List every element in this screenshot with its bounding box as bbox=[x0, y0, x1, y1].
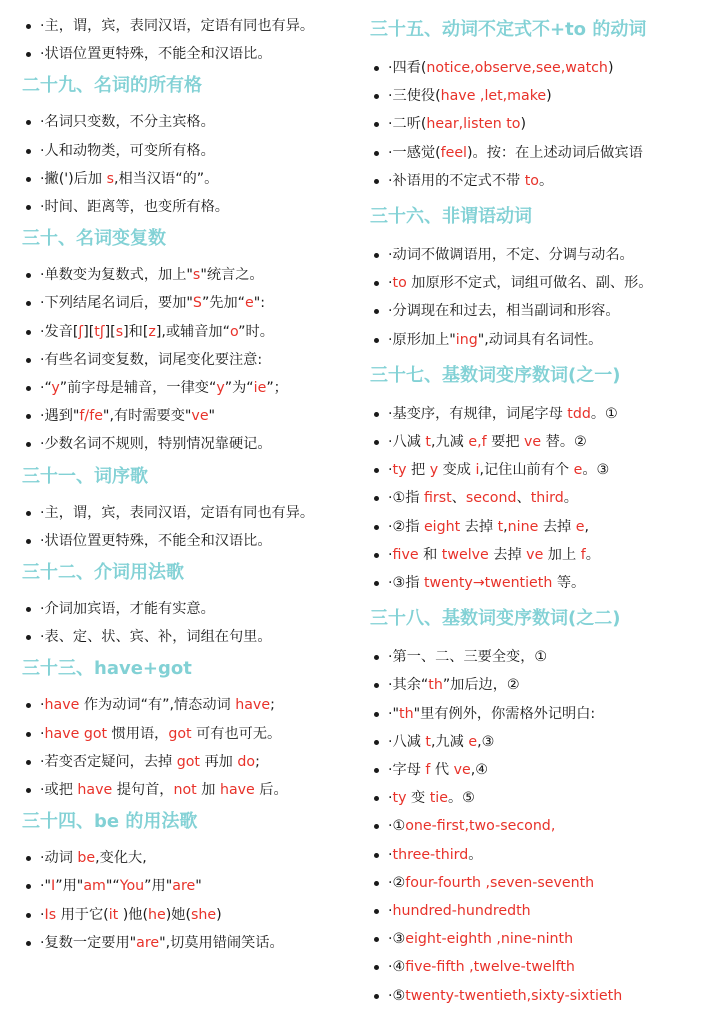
text-segment: ·状语位置更特殊，不能全和汉语比。 bbox=[40, 46, 272, 63]
highlight-text: am bbox=[83, 878, 106, 895]
text-segment: 变成 bbox=[438, 462, 476, 479]
text-segment: 再加 bbox=[199, 753, 238, 770]
text-segment: · bbox=[388, 790, 393, 807]
text-segment: "里有例外，你需格外记明白: bbox=[413, 705, 596, 722]
highlight-text: y bbox=[51, 380, 60, 397]
highlight-text: s bbox=[192, 267, 201, 284]
list-item bbox=[22, 901, 362, 929]
list-item bbox=[22, 776, 362, 804]
section-title: 二十九、名词的所有格 bbox=[22, 75, 202, 97]
section bbox=[22, 72, 362, 221]
highlight-text: e bbox=[573, 462, 583, 479]
text-segment: , bbox=[503, 518, 508, 535]
list-item bbox=[370, 728, 720, 756]
text-segment: 。 bbox=[538, 172, 554, 189]
highlight-text: th bbox=[399, 705, 414, 722]
highlight-text: S bbox=[192, 295, 202, 312]
highlight-text: e bbox=[245, 295, 254, 312]
text-segment: 去掉 bbox=[488, 546, 527, 563]
text-segment: )他( bbox=[118, 906, 148, 923]
text-segment: ",有时需要变" bbox=[102, 408, 192, 425]
list-item bbox=[370, 812, 720, 840]
list-item bbox=[370, 82, 720, 110]
text-segment: ·第一、二、三要全变，① bbox=[388, 649, 548, 666]
text-segment: 变 bbox=[406, 790, 430, 807]
text-segment: ·二听( bbox=[388, 116, 427, 133]
right-column bbox=[370, 16, 720, 1010]
list-item bbox=[370, 671, 720, 699]
highlight-text: s bbox=[106, 170, 114, 187]
text-segment: ·⑤ bbox=[388, 987, 406, 1004]
list-item bbox=[370, 484, 720, 512]
text-segment: ·" bbox=[388, 705, 400, 722]
highlight-text: f bbox=[580, 546, 586, 563]
text-segment: ·复数一定要用" bbox=[40, 934, 137, 951]
highlight-text: four-fourth ,seven-seventh bbox=[405, 874, 595, 891]
text-segment: ·主，谓，宾，表同汉语，定语有同也有异。 bbox=[40, 504, 315, 521]
text-segment: ][ bbox=[104, 323, 116, 340]
highlight-text: o bbox=[229, 323, 239, 340]
highlight-text: f/fe bbox=[79, 408, 103, 425]
highlight-text: got bbox=[176, 753, 200, 770]
text-segment: ·或把 bbox=[40, 782, 78, 799]
list-item bbox=[370, 326, 720, 354]
text-segment: ”加后边，② bbox=[442, 677, 520, 694]
highlight-text: eight bbox=[423, 518, 461, 535]
highlight-text: ʃ bbox=[78, 323, 84, 340]
list-item bbox=[370, 541, 720, 569]
text-segment: ”； bbox=[266, 380, 288, 397]
text-segment: ·三使役( bbox=[388, 88, 441, 105]
text-segment: ·补语用的不定式不带 bbox=[388, 172, 525, 189]
text-segment: ·八减 bbox=[388, 733, 426, 750]
text-segment: ) bbox=[607, 60, 614, 76]
text-segment: ·表、定、状、宾、补，词组在句里。 bbox=[40, 629, 272, 646]
highlight-text: have ,let,make bbox=[440, 88, 547, 105]
highlight-text: be bbox=[77, 850, 96, 867]
text-segment: ) bbox=[520, 116, 527, 133]
highlight-text: are bbox=[136, 934, 160, 951]
text-segment: ) bbox=[546, 88, 552, 105]
bullet-list bbox=[22, 691, 362, 804]
list-item bbox=[370, 841, 720, 869]
text-segment: ·③ bbox=[388, 931, 406, 948]
bullet-list bbox=[370, 241, 720, 354]
highlight-text: y bbox=[216, 380, 225, 397]
text-segment: ·①指 bbox=[388, 490, 424, 507]
text-segment: 去掉 bbox=[460, 518, 498, 535]
highlight-text: y bbox=[429, 462, 439, 479]
bullet-list bbox=[22, 844, 362, 957]
list-item bbox=[370, 241, 720, 269]
text-segment: ·八减 bbox=[388, 434, 426, 451]
highlight-text: have bbox=[77, 782, 113, 799]
highlight-text: have got bbox=[44, 725, 108, 742]
text-segment: · bbox=[388, 275, 393, 292]
text-segment: ·动词 bbox=[40, 850, 78, 867]
list-item bbox=[22, 872, 362, 900]
list-item bbox=[22, 595, 362, 623]
section-title: 三十二、介词用法歌 bbox=[22, 562, 184, 584]
list-item bbox=[370, 925, 720, 953]
text-segment: 可有也可无。 bbox=[191, 725, 282, 742]
text-segment: · bbox=[388, 546, 393, 563]
text-segment: 等。 bbox=[552, 575, 586, 592]
section-title: 三十四、be 的用法歌 bbox=[22, 811, 198, 833]
text-segment: 。 bbox=[468, 846, 483, 863]
bullet-list bbox=[22, 499, 362, 555]
highlight-text: f bbox=[425, 762, 431, 779]
text-segment: ·一感觉( bbox=[388, 144, 441, 161]
list-item bbox=[370, 456, 720, 484]
text-segment: ) bbox=[216, 906, 222, 923]
text-segment: ",动词具有名词性。 bbox=[477, 331, 603, 348]
bullet-list bbox=[370, 54, 720, 195]
text-segment: ·“ bbox=[40, 380, 52, 397]
list-item bbox=[370, 953, 720, 981]
list-item bbox=[370, 110, 720, 138]
highlight-text: feel bbox=[440, 144, 468, 161]
highlight-text: You bbox=[119, 878, 145, 895]
list-item bbox=[22, 346, 362, 374]
text-segment: ”前字母是辅音，一律变“ bbox=[59, 380, 217, 397]
highlight-text: second bbox=[465, 490, 517, 507]
bullet-list bbox=[22, 595, 362, 651]
highlight-text: z bbox=[148, 323, 156, 340]
highlight-text: she bbox=[191, 906, 217, 923]
list-item bbox=[22, 40, 362, 68]
highlight-text: are bbox=[172, 878, 196, 895]
list-item bbox=[370, 700, 720, 728]
highlight-text: tdd bbox=[567, 405, 591, 422]
highlight-text: t bbox=[497, 518, 504, 535]
text-segment: ·状语位置更特殊，不能全和汉语比。 bbox=[40, 532, 272, 549]
list-item bbox=[22, 318, 362, 346]
highlight-text: s bbox=[115, 323, 124, 340]
text-segment: 代 bbox=[430, 762, 454, 779]
highlight-text: tie bbox=[429, 790, 448, 807]
text-segment: ; bbox=[270, 697, 275, 714]
highlight-text: I bbox=[51, 878, 56, 895]
text-segment: ”用" bbox=[55, 878, 84, 895]
text-segment: · bbox=[388, 462, 393, 479]
highlight-text: have bbox=[44, 697, 80, 714]
highlight-text: Is bbox=[44, 906, 57, 923]
text-segment: ·" bbox=[40, 878, 52, 895]
text-segment: ·遇到" bbox=[40, 408, 80, 425]
list-item bbox=[22, 623, 362, 651]
highlight-text: ing bbox=[455, 331, 478, 348]
text-segment: ·原形加上" bbox=[388, 331, 456, 348]
text-segment: 、 bbox=[451, 490, 466, 507]
list-item bbox=[22, 261, 362, 289]
list-item bbox=[22, 137, 362, 165]
text-segment: 要把 bbox=[486, 434, 525, 451]
section bbox=[22, 808, 362, 957]
text-segment: 、 bbox=[516, 490, 531, 507]
section bbox=[370, 605, 720, 1010]
text-segment: ][ bbox=[83, 323, 95, 340]
highlight-text: twenty→twentieth bbox=[423, 575, 553, 592]
text-segment: ·介词加宾语，才能有实意。 bbox=[40, 601, 215, 618]
highlight-text: e,f bbox=[468, 434, 487, 451]
text-segment: · bbox=[388, 846, 393, 863]
list-item bbox=[22, 720, 362, 748]
highlight-text: do bbox=[237, 753, 256, 770]
list-item bbox=[370, 297, 720, 325]
section bbox=[370, 203, 720, 354]
highlight-text: ty bbox=[392, 790, 407, 807]
text-segment: ”为“ bbox=[224, 380, 254, 397]
text-segment: 用于它( bbox=[56, 906, 109, 923]
list-item bbox=[370, 139, 720, 167]
text-segment: ·分调现在和过去，相当副词和形容。 bbox=[388, 303, 620, 320]
list-item bbox=[22, 289, 362, 317]
text-segment: )。按：在上述动词后做宾语 bbox=[467, 144, 643, 161]
list-item bbox=[22, 108, 362, 136]
bullet-list bbox=[370, 400, 720, 597]
list-item bbox=[370, 54, 720, 82]
text-segment: ·②指 bbox=[388, 518, 424, 535]
list-item bbox=[370, 643, 720, 671]
section bbox=[370, 362, 720, 597]
section bbox=[22, 655, 362, 804]
highlight-text: to bbox=[392, 275, 407, 292]
text-segment: )她( bbox=[165, 906, 191, 923]
list-item bbox=[370, 400, 720, 428]
text-segment: 后。 bbox=[254, 782, 288, 799]
text-segment: ,九减 bbox=[430, 733, 469, 750]
text-segment: 把 bbox=[406, 462, 430, 479]
list-item bbox=[22, 844, 362, 872]
list-item bbox=[22, 527, 362, 555]
highlight-text: ve bbox=[191, 408, 209, 425]
text-segment: · bbox=[40, 725, 45, 742]
section-title: 三十六、非谓语动词 bbox=[370, 206, 532, 228]
text-segment: ·人和动物类，可变所有格。 bbox=[40, 142, 215, 159]
text-segment: 惯用语， bbox=[107, 725, 169, 742]
text-segment: "“ bbox=[105, 878, 120, 895]
highlight-text: five bbox=[392, 546, 419, 563]
highlight-text: i bbox=[475, 462, 480, 479]
bullet-list bbox=[370, 643, 720, 1010]
list-item bbox=[22, 374, 362, 402]
highlight-text: third bbox=[530, 490, 564, 507]
highlight-text: first bbox=[423, 490, 452, 507]
text-segment: · bbox=[40, 906, 45, 923]
list-item bbox=[22, 12, 362, 40]
highlight-text: one-first,two-second, bbox=[405, 818, 556, 835]
list-item bbox=[370, 784, 720, 812]
list-item bbox=[22, 499, 362, 527]
bullet-list bbox=[22, 12, 362, 68]
highlight-text: e bbox=[575, 518, 585, 535]
text-segment: "统言之。 bbox=[200, 267, 264, 284]
text-segment: ·① bbox=[388, 818, 406, 835]
text-segment: ·单数变为复数式，加上" bbox=[40, 267, 193, 284]
section-title: 三十五、动词不定式不+to 的动词 bbox=[370, 19, 647, 40]
text-segment: 加原形不定式，词组可做名、副、形。 bbox=[406, 275, 653, 292]
left-column bbox=[22, 12, 362, 957]
list-item bbox=[370, 982, 720, 1010]
list-item bbox=[370, 897, 720, 925]
highlight-text: twelve bbox=[441, 546, 489, 563]
list-item bbox=[370, 869, 720, 897]
text-segment: ,九减 bbox=[430, 434, 469, 451]
text-segment: 加 bbox=[196, 782, 220, 799]
highlight-text: have bbox=[235, 697, 271, 714]
highlight-text: to bbox=[524, 172, 539, 189]
section bbox=[22, 559, 362, 651]
highlight-text: ie bbox=[253, 380, 267, 397]
highlight-text: hear,listen to bbox=[426, 116, 521, 133]
highlight-text: ty bbox=[392, 462, 407, 479]
text-segment: 去掉 bbox=[538, 518, 576, 535]
highlight-text: ve bbox=[526, 546, 544, 563]
list-item bbox=[370, 569, 720, 597]
text-segment: 提句首， bbox=[112, 782, 174, 799]
text-segment: ·④ bbox=[388, 959, 406, 976]
highlight-text: it bbox=[108, 906, 119, 923]
text-segment: 加上 bbox=[543, 546, 581, 563]
text-segment: 和 bbox=[418, 546, 442, 563]
highlight-text: five-fifth ,twelve-twelfth bbox=[405, 959, 575, 976]
text-segment: ·③指 bbox=[388, 575, 424, 592]
text-segment: ]和[ bbox=[123, 323, 149, 340]
text-segment: " bbox=[208, 408, 216, 425]
section-title: 三十一、词序歌 bbox=[22, 465, 148, 487]
text-segment: ·若变否定疑问，去掉 bbox=[40, 753, 177, 770]
list-item bbox=[370, 513, 720, 541]
highlight-text: t bbox=[425, 434, 431, 451]
text-segment: ”用" bbox=[144, 878, 173, 895]
bullet-list bbox=[22, 261, 362, 458]
highlight-text: twenty-twentieth,sixty-sixtieth bbox=[405, 987, 623, 1004]
text-segment: ”时。 bbox=[238, 323, 274, 340]
text-segment: · bbox=[40, 697, 45, 714]
text-segment: ·少数名词不规则，特别情况靠硬记。 bbox=[40, 436, 272, 453]
highlight-text: eight-eighth ,nine-ninth bbox=[405, 931, 574, 948]
text-segment: ·时间、距离等，也变所有格。 bbox=[40, 199, 229, 216]
list-item bbox=[22, 430, 362, 458]
text-segment: ,变化大, bbox=[95, 850, 147, 867]
list-item bbox=[22, 748, 362, 776]
section bbox=[370, 16, 720, 195]
text-segment: 。 bbox=[585, 546, 600, 563]
text-segment: 。⑤ bbox=[447, 790, 475, 807]
text-segment: ,③ bbox=[477, 733, 495, 750]
section-title: 三十七、基数词变序数词(之一) bbox=[370, 364, 621, 386]
text-segment: ·名词只变数，不分主宾格。 bbox=[40, 114, 215, 131]
text-segment: ·主，谓，宾，表同汉语，定语有同也有异。 bbox=[40, 18, 315, 34]
text-segment: ·基变序，有规律，词尾字母 bbox=[388, 405, 568, 422]
highlight-text: not bbox=[173, 782, 197, 799]
highlight-text: t bbox=[425, 733, 431, 750]
highlight-text: hundred-hundredth bbox=[392, 903, 531, 920]
section-title: 三十三、have+got bbox=[22, 658, 192, 680]
highlight-text: e bbox=[468, 733, 478, 750]
text-segment: ; bbox=[255, 753, 260, 770]
highlight-text: have bbox=[219, 782, 255, 799]
section-title: 三十、名词变复数 bbox=[22, 228, 166, 250]
bullet-list bbox=[22, 108, 362, 221]
text-segment: ·发音[ bbox=[40, 323, 79, 340]
text-segment: ·撇(')后加 bbox=[40, 170, 107, 187]
text-segment: ],或辅音加“ bbox=[155, 323, 230, 340]
highlight-text: ve bbox=[453, 762, 471, 779]
text-segment: 替。② bbox=[541, 434, 587, 451]
highlight-text: he bbox=[148, 906, 166, 923]
highlight-text: th bbox=[428, 677, 443, 694]
text-segment: ”先加“ bbox=[201, 295, 246, 312]
highlight-text: nine bbox=[507, 518, 539, 535]
list-item bbox=[22, 691, 362, 719]
highlight-text: three-third bbox=[392, 846, 469, 863]
text-segment: ,④ bbox=[470, 762, 488, 779]
text-segment: 。① bbox=[590, 405, 618, 422]
text-segment: ",切莫用错闹笑话。 bbox=[159, 934, 284, 951]
text-segment: 。 bbox=[563, 490, 578, 507]
list-item bbox=[22, 929, 362, 957]
text-segment: ·下列结尾名词后，要加" bbox=[40, 295, 193, 312]
list-item bbox=[22, 193, 362, 221]
text-segment: , bbox=[584, 518, 589, 535]
text-segment: ,记住山前有个 bbox=[479, 462, 574, 479]
list-item bbox=[370, 428, 720, 456]
text-segment: ·动词不做调语用，不定、分调与动名。 bbox=[388, 247, 634, 264]
section-title: 三十八、基数词变序数词(之二) bbox=[370, 608, 621, 630]
list-item bbox=[370, 167, 720, 195]
text-segment: 。③ bbox=[582, 462, 610, 479]
list-item bbox=[370, 269, 720, 297]
list-item bbox=[22, 402, 362, 430]
text-segment: " bbox=[195, 878, 202, 895]
text-segment: · bbox=[388, 903, 393, 920]
text-segment: ·字母 bbox=[388, 762, 426, 779]
text-segment: ·② bbox=[388, 874, 406, 891]
text-segment: ·其余“ bbox=[388, 677, 429, 694]
highlight-text: notice,observe,see,watch bbox=[426, 60, 608, 76]
text-segment: ·四看( bbox=[388, 60, 427, 76]
text-segment: ,相当汉语“的”。 bbox=[113, 170, 219, 187]
section bbox=[22, 225, 362, 458]
list-item bbox=[370, 756, 720, 784]
highlight-text: ve bbox=[524, 434, 542, 451]
section bbox=[22, 12, 362, 68]
text-segment: 作为动词“有”,情态动词 bbox=[79, 697, 236, 714]
highlight-text: got bbox=[168, 725, 192, 742]
text-segment: ·有些名词变复数，词尾变化要注意: bbox=[40, 351, 263, 368]
list-item bbox=[22, 165, 362, 193]
highlight-text: tʃ bbox=[94, 323, 105, 340]
section bbox=[22, 463, 362, 555]
text-segment: ": bbox=[253, 295, 266, 312]
